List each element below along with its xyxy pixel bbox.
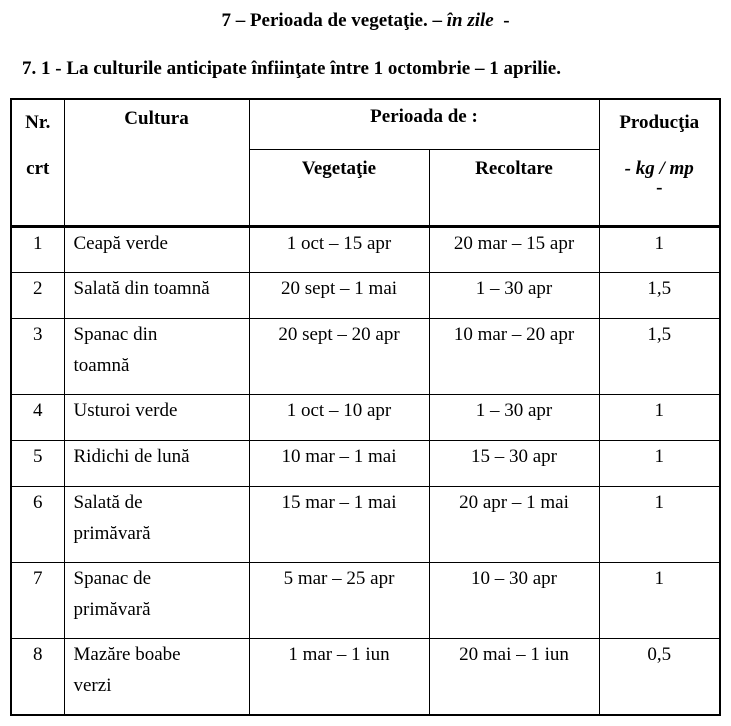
cell-vegetatie: 10 mar – 1 mai (281, 446, 397, 467)
cell-recoltare: 20 mai – 1 iun (459, 644, 569, 665)
cell-productia: 1 (654, 233, 664, 254)
cell-vegetatie: 20 sept – 1 mai (280, 278, 398, 299)
header-vegetatie: Vegetaţie (249, 150, 429, 227)
cell-vegetatie: 1 oct – 15 apr (286, 233, 392, 254)
cell-recoltare: 10 mar – 20 apr (453, 324, 575, 345)
table-row (11, 563, 720, 639)
cell-cultura: Spanac din toamnă (73, 324, 158, 376)
cell-vegetatie: 15 mar – 1 mai (281, 492, 397, 513)
cell-cultura: Spanac de primăvară (73, 568, 152, 620)
cell-recoltare: 10 – 30 apr (470, 568, 557, 589)
cell-recoltare: 15 – 30 apr (470, 446, 557, 467)
cell-nr: 7 (33, 568, 43, 589)
header-nr-line1: Nr. (25, 112, 51, 133)
table-row (11, 227, 720, 273)
cell-productia: 1 (654, 400, 664, 421)
header-perioada: Perioada de : (249, 99, 599, 150)
cell-productia: 0,5 (647, 644, 672, 665)
crop-table (10, 98, 721, 716)
cell-nr: 6 (33, 492, 43, 513)
header-productia-line2: - kg / mp (624, 158, 694, 179)
cell-nr: 8 (33, 644, 43, 665)
cell-cultura: Mazăre boabe verzi (73, 644, 181, 696)
header-recoltare: Recoltare (429, 150, 599, 227)
cell-cultura: Ridichi de lună (73, 446, 190, 467)
cell-nr: 4 (33, 400, 43, 421)
cell-recoltare: 1 – 30 apr (475, 278, 553, 299)
table-row (11, 273, 720, 319)
cell-productia: 1 (654, 446, 664, 467)
cell-vegetatie: 5 mar – 25 apr (283, 568, 395, 589)
section-subtitle: 7. 1 - La culturile anticipate înfiinţate între 1 octombrie – 1 aprilie. (22, 58, 561, 79)
cell-cultura: Ceapă verde (73, 233, 168, 254)
header-productia-line3: - (656, 177, 663, 198)
header-cultura: Cultura (64, 99, 249, 227)
cell-recoltare: 20 apr – 1 mai (459, 492, 569, 513)
header-productia (599, 99, 720, 227)
cell-vegetatie: 1 mar – 1 iun (288, 644, 390, 665)
cell-nr: 2 (33, 278, 43, 299)
cell-nr: 3 (33, 324, 43, 345)
cell-cultura: Salată din toamnă (73, 278, 210, 299)
cell-nr: 1 (33, 233, 43, 254)
header-nr-line2: crt (26, 158, 50, 179)
cell-cultura: Usturoi verde (73, 400, 178, 421)
cell-nr: 5 (33, 446, 43, 467)
cell-recoltare: 1 – 30 apr (475, 400, 553, 421)
title-suffix: în zile (446, 10, 494, 31)
page-title (0, 8, 731, 34)
header-nr (11, 99, 64, 227)
header-row-1 (11, 99, 720, 150)
cell-recoltare: 20 mar – 15 apr (453, 233, 575, 254)
cell-vegetatie: 1 oct – 10 apr (286, 400, 392, 421)
header-productia-line1: Producţia (619, 112, 700, 133)
cell-productia: 1,5 (647, 324, 672, 345)
title-main: 7 – Perioada de vegetaţie. – (221, 10, 442, 31)
cell-productia: 1 (654, 492, 664, 513)
table-row (11, 395, 720, 441)
cell-productia: 1 (654, 568, 664, 589)
table-row (11, 639, 720, 716)
cell-cultura: Salată de primăvară (73, 492, 151, 544)
cell-productia: 1,5 (647, 278, 672, 299)
table-row (11, 319, 720, 395)
title-dash: - (503, 10, 510, 31)
table-row (11, 487, 720, 563)
table-row (11, 441, 720, 487)
cell-vegetatie: 20 sept – 20 apr (278, 324, 400, 345)
